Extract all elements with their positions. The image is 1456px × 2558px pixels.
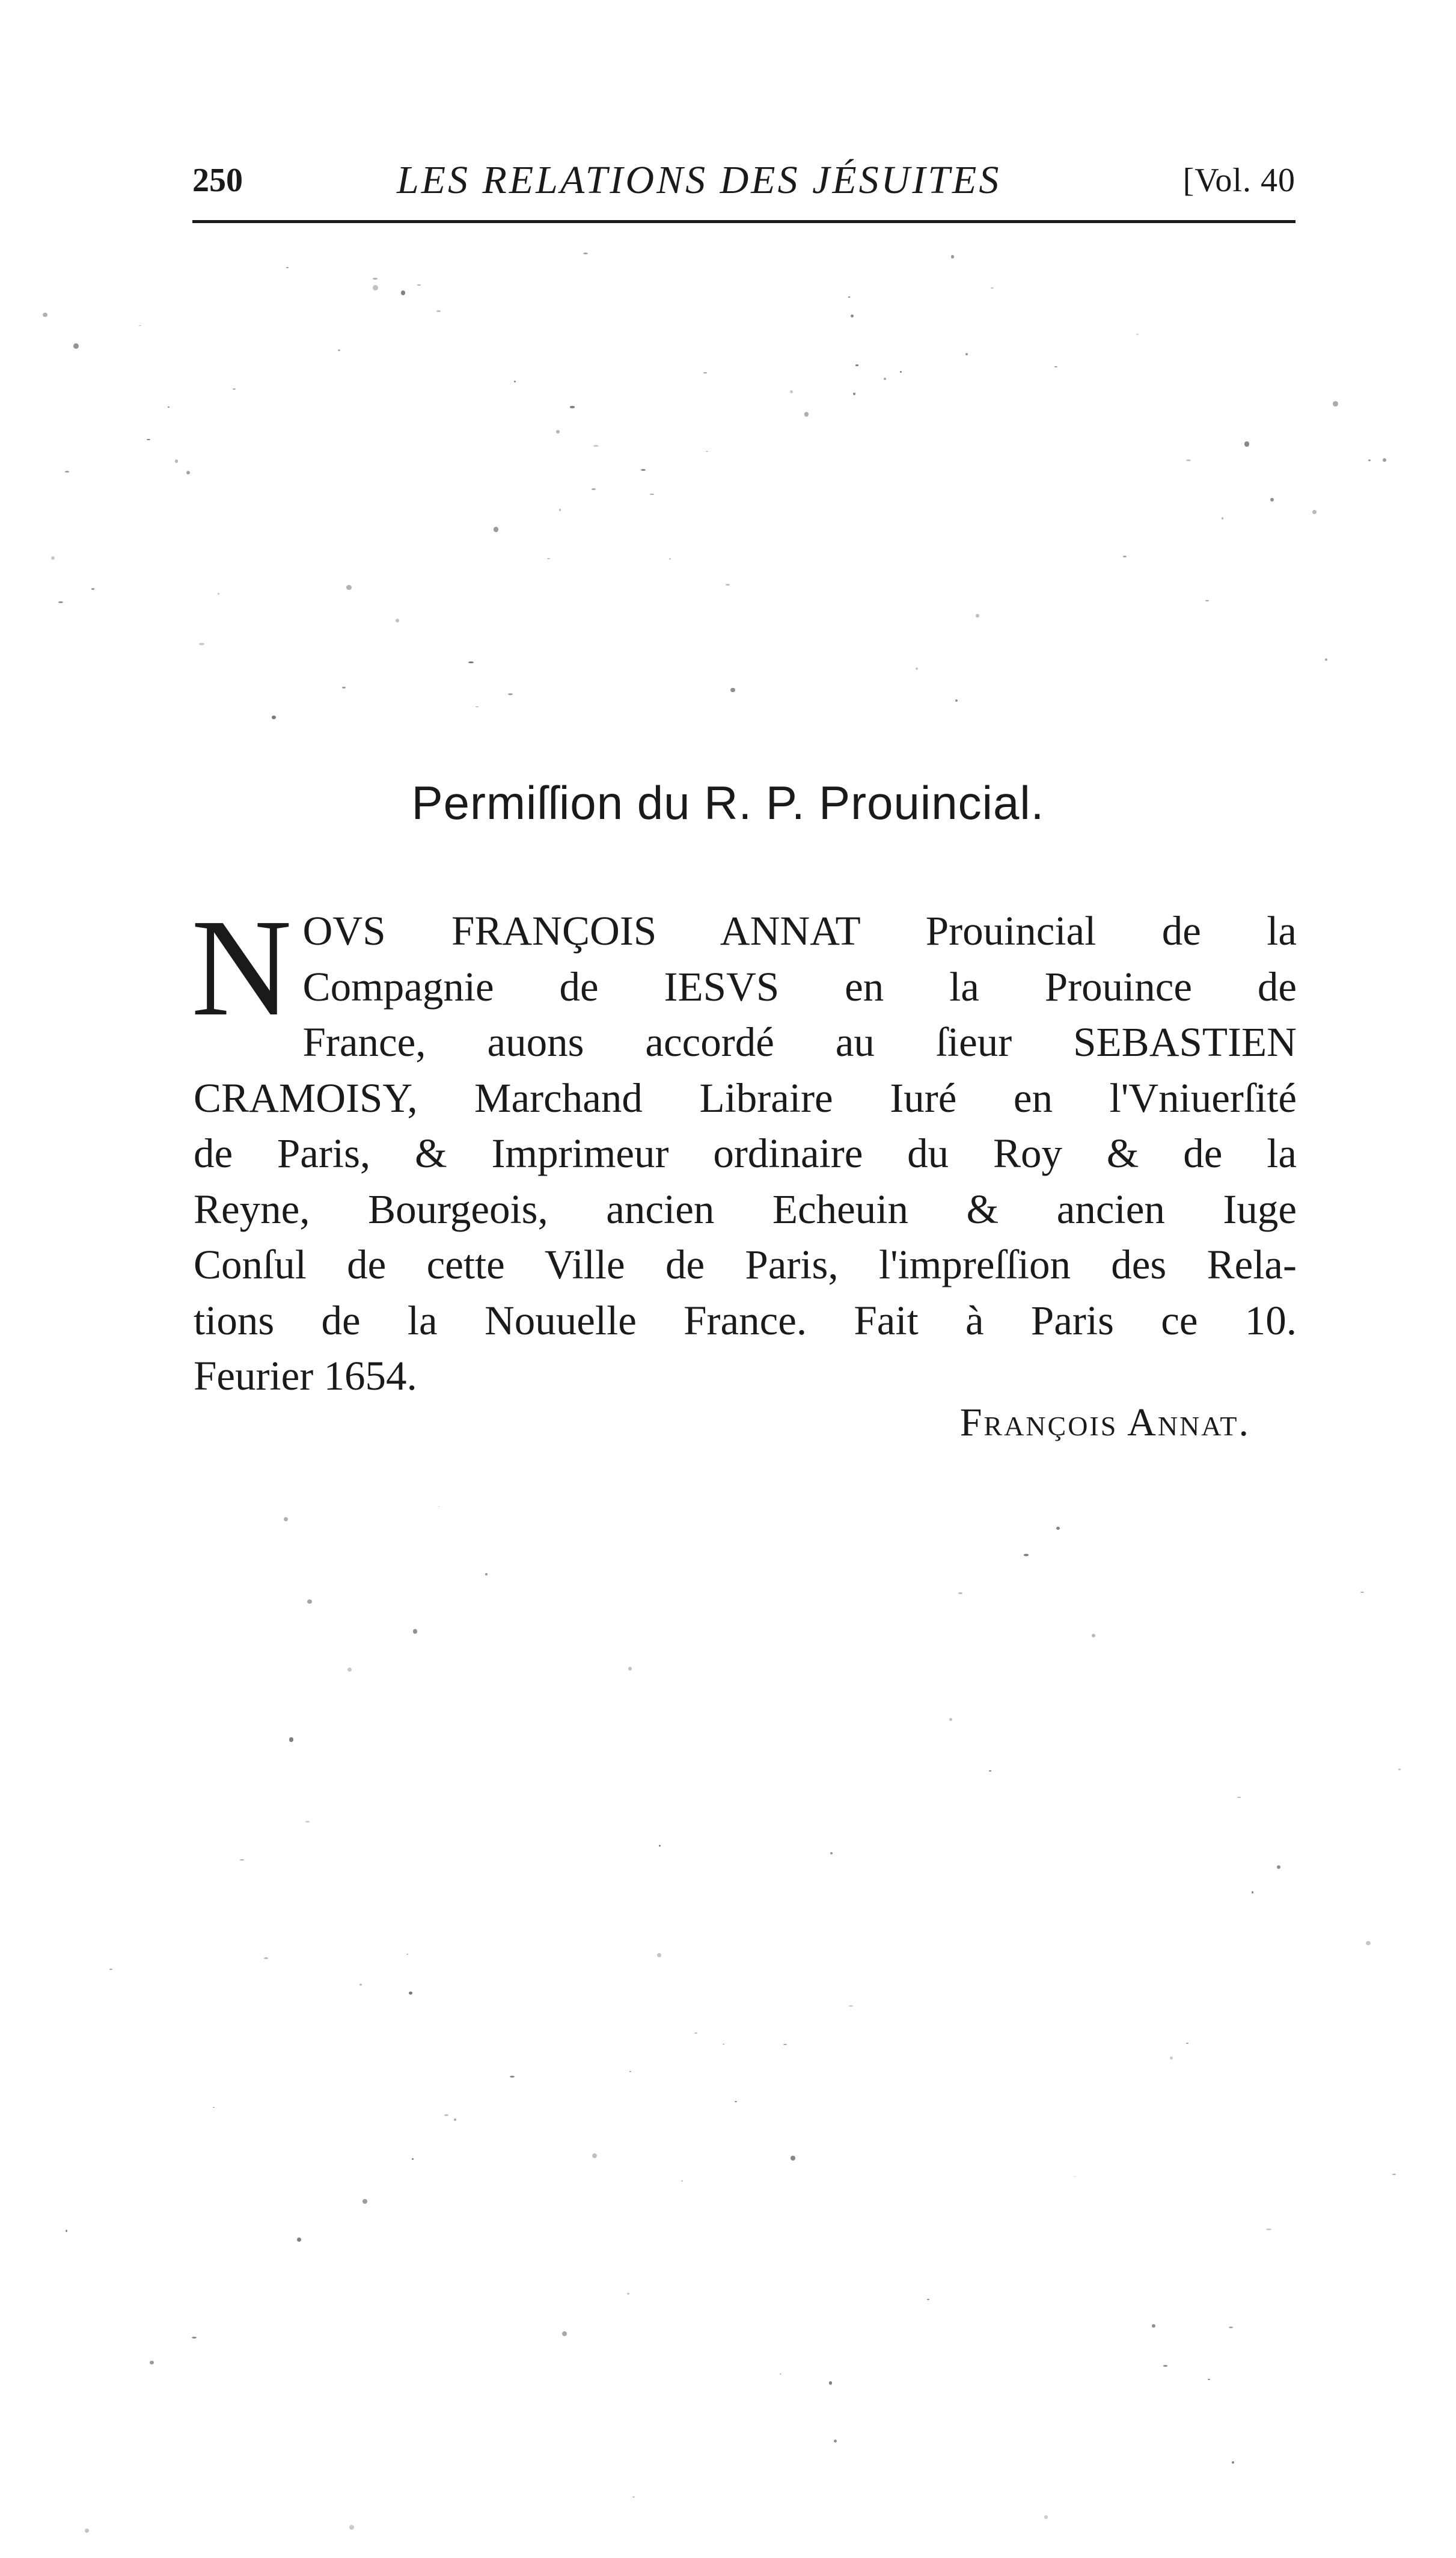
paper-speck	[791, 2156, 795, 2161]
paper-speck	[1270, 498, 1274, 501]
paper-speck	[1312, 510, 1317, 514]
paper-speck	[991, 287, 994, 289]
paper-speck	[559, 509, 561, 511]
paper-speck	[1152, 2324, 1155, 2328]
paper-speck	[240, 1859, 243, 1861]
paper-speck	[1024, 1554, 1029, 1556]
paper-speck	[1186, 459, 1191, 462]
paper-speck	[58, 601, 63, 603]
paper-speck	[307, 1600, 312, 1604]
paper-speck	[989, 1770, 991, 1771]
paper-speck	[583, 253, 588, 254]
body-line: Compagnie de IESVS en la Prouince de	[302, 963, 1297, 1010]
paper-speck	[508, 693, 513, 695]
paper-speck	[66, 2230, 68, 2232]
paper-speck	[1266, 2228, 1271, 2230]
body-line: Feurier 1654.	[194, 1353, 417, 1399]
paper-speck	[218, 593, 219, 595]
paper-speck	[1205, 600, 1209, 602]
paper-speck	[556, 430, 560, 434]
body-line: tions de la Nouuelle France. Fait à Paris ce 10.	[194, 1297, 1297, 1343]
paper-speck	[593, 445, 598, 447]
paper-speck	[1244, 441, 1249, 446]
paper-speck	[855, 364, 858, 366]
paper-speck	[264, 1957, 268, 1959]
paper-speck	[1208, 2379, 1210, 2380]
paper-speck	[444, 2114, 448, 2116]
paper-speck	[289, 1737, 294, 1742]
paper-speck	[730, 688, 735, 693]
page-number: 250	[192, 162, 243, 199]
paper-speck	[476, 707, 479, 708]
paper-speck	[373, 278, 378, 280]
paper-speck	[547, 558, 549, 559]
paper-speck	[790, 390, 793, 393]
paper-speck	[175, 459, 179, 463]
paper-speck	[1383, 458, 1386, 462]
paper-speck	[168, 406, 170, 407]
paper-speck	[284, 1517, 288, 1521]
paper-speck	[139, 325, 141, 326]
paper-speck	[804, 412, 809, 416]
paper-speck	[233, 388, 235, 390]
paper-speck	[347, 1667, 352, 1672]
body-line: CRAMOISY, Marchand Libraire Iuré en l'Vniuerſité	[194, 1075, 1297, 1121]
paper-speck	[272, 716, 275, 719]
paper-speck	[706, 451, 708, 452]
paper-speck	[109, 1969, 112, 1970]
paper-speck	[401, 290, 405, 295]
paper-speck	[51, 556, 55, 560]
paper-speck	[949, 1718, 952, 1721]
body-line: OVS FRANÇOIS ANNAT Prouincial de la	[302, 908, 1297, 954]
paper-speck	[726, 584, 730, 586]
paper-speck	[91, 588, 95, 589]
body-line: de Paris, & Imprimeur ordinaire du Roy & de la	[194, 1130, 1297, 1176]
paper-speck	[1123, 556, 1127, 557]
paper-speck	[1054, 366, 1057, 367]
paper-speck	[342, 687, 346, 688]
paper-speck	[681, 2180, 683, 2181]
paper-speck	[965, 353, 968, 355]
body-line: Reyne, Bourgeois, ancien Echeuin & ancien Iuge	[194, 1186, 1297, 1232]
paper-speck	[829, 2381, 833, 2385]
paper-speck	[494, 527, 499, 532]
paper-speck	[438, 1506, 440, 1507]
paper-speck	[1360, 1592, 1364, 1593]
paper-speck	[349, 2525, 354, 2530]
paper-speck	[659, 1845, 661, 1847]
paper-speck	[884, 378, 886, 380]
paper-speck	[783, 2044, 787, 2045]
paper-speck	[510, 2076, 515, 2078]
paper-speck	[735, 2101, 737, 2102]
paper-speck	[1333, 401, 1338, 406]
paper-speck	[1232, 2461, 1235, 2464]
paper-speck	[1252, 1891, 1254, 1894]
paper-speck	[514, 381, 516, 383]
paper-speck	[851, 314, 854, 318]
header-rule	[192, 220, 1295, 223]
running-header	[192, 150, 1295, 210]
paper-speck	[570, 406, 575, 408]
signature: François Annat.	[959, 1400, 1250, 1444]
paper-speck	[85, 2529, 89, 2533]
paper-speck	[627, 2293, 629, 2295]
paper-speck	[199, 643, 204, 645]
paper-speck	[1366, 1941, 1370, 1945]
paper-speck	[436, 310, 441, 312]
paper-speck	[1074, 2176, 1077, 2177]
paper-speck	[900, 371, 902, 373]
paper-speck	[1222, 517, 1224, 520]
paper-speck	[454, 2118, 456, 2121]
paper-speck	[1056, 1527, 1060, 1530]
paper-speck	[305, 1821, 310, 1823]
paper-speck	[703, 372, 707, 373]
running-title: LES RELATIONS DES JÉSUITES	[397, 158, 1002, 202]
paper-speck	[417, 284, 421, 286]
paper-speck	[628, 1667, 632, 1670]
volume-label: [Vol. 40	[1182, 162, 1295, 199]
paper-speck	[1368, 459, 1371, 462]
paper-speck	[669, 558, 671, 560]
paper-speck	[396, 619, 399, 622]
paper-speck	[958, 1592, 963, 1594]
paper-speck	[849, 2005, 852, 2007]
permission-heading: Permiſſion du R. P. Prouincial.	[411, 776, 1045, 829]
paper-speck	[641, 469, 646, 471]
paper-speck	[848, 296, 850, 297]
paper-speck	[468, 661, 474, 663]
permission-body	[191, 891, 1297, 1404]
paper-speck	[213, 2107, 215, 2108]
paper-speck	[951, 255, 955, 259]
paper-speck	[562, 2331, 567, 2336]
paper-speck	[192, 2337, 197, 2339]
paper-speck	[853, 393, 855, 394]
paper-speck	[1229, 2326, 1233, 2328]
paper-speck	[150, 2361, 154, 2365]
paper-speck	[1044, 2515, 1047, 2518]
paper-speck	[73, 343, 79, 349]
paper-speck	[830, 1852, 833, 1854]
paper-speck	[186, 471, 190, 474]
paper-speck	[1398, 1768, 1401, 1771]
paper-speck	[1325, 658, 1327, 661]
paper-speck	[362, 2199, 367, 2204]
paper-speck	[694, 2032, 697, 2034]
paper-speck	[657, 1953, 662, 1958]
paper-speck	[65, 471, 69, 473]
paper-speck	[1092, 1634, 1096, 1638]
paper-speck	[650, 494, 654, 495]
paper-speck	[413, 1629, 418, 1634]
paper-speck	[338, 349, 340, 352]
paper-speck	[373, 285, 378, 290]
paper-speck	[412, 2158, 414, 2161]
paper-speck	[1163, 2365, 1167, 2367]
paper-speck	[485, 1573, 488, 1575]
paper-speck	[927, 2299, 929, 2300]
paper-speck	[297, 2237, 301, 2242]
paper-speck	[592, 2153, 597, 2158]
drop-cap: N	[191, 891, 292, 1045]
body-line: France, auons accordé au ſieur SEBASTIEN	[302, 1019, 1297, 1065]
paper-speck	[976, 614, 979, 618]
paper-speck	[1170, 2057, 1173, 2060]
paper-speck	[409, 1992, 412, 1995]
paper-speck	[592, 488, 596, 490]
paper-speck	[834, 2440, 837, 2443]
paper-speck	[286, 267, 288, 268]
paper-speck	[147, 439, 151, 441]
paper-speck	[1237, 1797, 1241, 1799]
paper-speck	[1136, 334, 1139, 335]
paper-speck	[359, 1984, 361, 1986]
paper-speck	[346, 585, 352, 590]
paper-speck	[629, 2071, 632, 2072]
paper-speck	[955, 699, 958, 702]
paper-speck	[1277, 1865, 1280, 1869]
paper-speck	[780, 2373, 782, 2374]
body-line: Conſul de cette Ville de Paris, l'impreſſion des Rela-	[194, 1242, 1297, 1287]
paper-speck	[1392, 2174, 1396, 2175]
paper-speck	[916, 667, 918, 670]
paper-speck	[43, 313, 47, 317]
